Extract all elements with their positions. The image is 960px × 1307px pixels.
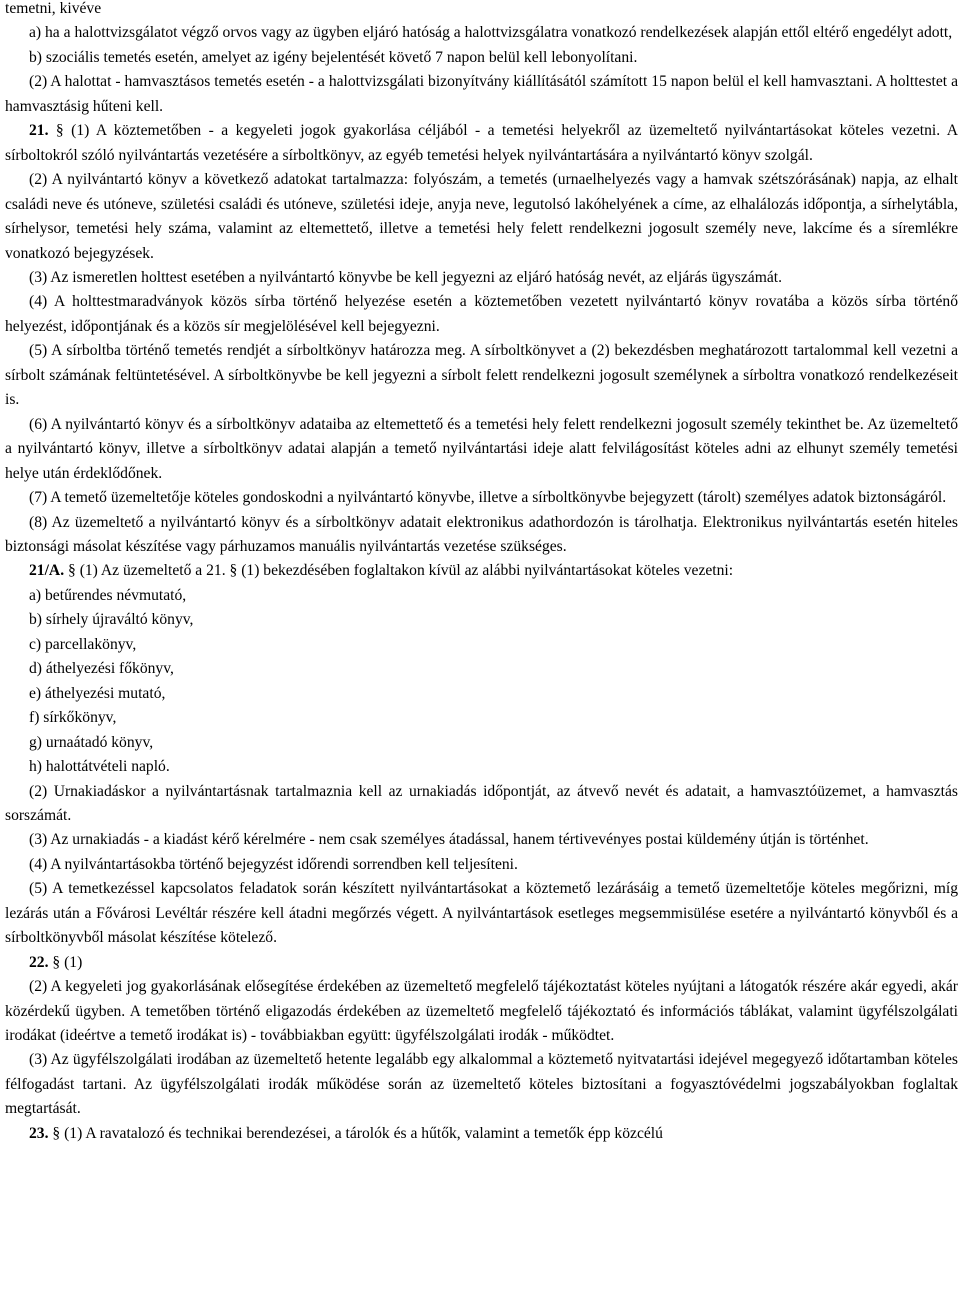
- section-paragraph: [5, 119, 958, 168]
- section-paragraph: [5, 559, 958, 583]
- paragraph-text: g) urnaátadó könyv,: [29, 733, 154, 751]
- paragraph-text: (2) A halottat - hamvasztásos temetés esetén - a halottvizsgálati bizonyítvány kiállításától számított 15 napon belül el kell hamvasztani. A holttestet a hamvasztásig hűteni kell.: [5, 73, 958, 115]
- paragraph-text: (2) A nyilvántartó könyv a következő adatokat tartalmazza: folyószám, a temetés (urnaelhelyezés vagy a hamvak szétszórásának) napja, az elhalt családi neve és utóneve, születési családi és utóneve, születési ideje, anyja neve, legutolsó lakóhelyének a címe, az elhalálozás időpontja, a sírhelytábla, sírhelysor, temetési hely száma, valamint az eltemettető, illetve a temetési hely felett rendelkezni jogosult személy neve, lakcíme és a síremlékre vonatkozó bejegyzések.: [5, 171, 958, 262]
- section-paragraph: [5, 951, 958, 975]
- paragraph-text: (8) Az üzemeltető a nyilvántartó könyv és a sírboltkönyv adatait elektronikus adathordozón is tárolhatja. Elektronikus nyilvántartás esetén hiteles biztonsági másolat készítése vagy párhuzamos manuális nyilvántartás vezetése szükséges.: [5, 513, 958, 555]
- paragraph: [5, 608, 958, 632]
- paragraph-text: f) sírkőkönyv,: [29, 709, 117, 727]
- paragraph-text: d) áthelyezési főkönyv,: [29, 660, 174, 678]
- paragraph: [5, 1048, 958, 1121]
- paragraph-text: § (1) Az üzemeltető a 21. § (1) bekezdésében foglaltakon kívül az alábbi nyilvántartásokat köteles vezetni:: [64, 562, 734, 580]
- paragraph: [5, 266, 958, 290]
- paragraph-text: (2) Urnakiadáskor a nyilvántartásnak tartalmaznia kell az urnakiadás időpontját, az átvevő nevét és adatait, a hamvasztóüzemet, a hamvasztás sorszámát.: [5, 782, 958, 824]
- paragraph: [5, 657, 958, 681]
- paragraph-text: b) szociális temetés esetén, amelyet az igény bejelentését követő 7 napon belül kell lebonyolítani.: [29, 48, 638, 66]
- section-paragraph: [5, 1122, 958, 1146]
- paragraph: [5, 486, 958, 510]
- paragraph-text: (2) A kegyeleti jog gyakorlásának elősegítése érdekében az üzemeltető megfelelő tájékoztatást köteles nyújtani a látogatók részére akár egyedi, akár közérdekű ügyben. A temetőben történő eligazodás érdekében az üzemeltető megfelelő tájékoztató és információs táblákat, valamint ügyfélszolgálati irodákat (ideértve a temető irodákat is) - továbbiakban együtt: ügyfélszolgálati irodák - működtet.: [5, 978, 958, 1045]
- paragraph-text: § (1) A köztemetőben - a kegyeleti jogok gyakorlása céljából - a temetési helyekről az üzemeltető nyilvántartásokat köteles vezetni. A sírboltokról szóló nyilvántartás vezetésére a sírboltkönyv, az egyéb temetési helyek nyilvántartására a nyilvántartó könyv szolgál.: [5, 122, 958, 164]
- paragraph: [5, 682, 958, 706]
- paragraph-text: (5) A temetkezéssel kapcsolatos feladatok során készített nyilvántartásokat a köztemető lezárásáig a temető üzemeltetője köteles megőrizni, míg lezárás után a Fővárosi Levéltár részére kell átadni megőrzés végett. A nyilvántartások esetleges megsemmisülése esetére a nyilvántartó könyvből és a sírboltkönyvből másolat készítése kötelező.: [5, 880, 958, 947]
- document-page: [5, 0, 958, 1146]
- paragraph-text: § (1) A ravatalozó és technikai berendezései, a tárolók és a hűtők, valamint a temetők épp közcélú: [48, 1124, 663, 1142]
- paragraph-text: (4) A nyilvántartásokba történő bejegyzést időrendi sorrendben kell teljesíteni.: [29, 855, 518, 873]
- paragraph: [5, 168, 958, 266]
- paragraph: [5, 780, 958, 829]
- paragraph: [5, 584, 958, 608]
- paragraph-text: a) ha a halottvizsgálatot végző orvos vagy az ügyben eljáró hatóság a halottvizsgálatra vonatkozó rendelkezések alapján ettől eltérő engedélyt adott,: [29, 24, 953, 42]
- paragraph: [5, 46, 958, 70]
- paragraph: [5, 828, 958, 852]
- paragraph: [5, 633, 958, 657]
- paragraph: [5, 877, 958, 950]
- section-number: 21.: [29, 122, 49, 140]
- paragraph-text: a) betűrendes névmutató,: [29, 586, 187, 604]
- paragraph-text: (7) A temető üzemeltetője köteles gondoskodni a nyilvántartó könyvbe, illetve a sírboltkönyvbe bejegyzett (tárolt) személyes adatok biztonságáról.: [29, 489, 947, 507]
- paragraph: [5, 706, 958, 730]
- paragraph-text: (3) Az ügyfélszolgálati irodában az üzemeltető hetente legalább egy alkalommal a köztemető nyitvatartási idejével megegyező időtartamban köteles félfogadást tartani. Az ügyfélszolgálati irodák működése során az üzemeltető köteles biztosítani a fogyasztóvédelmi jogszabályokban foglaltak megtartását.: [5, 1051, 958, 1118]
- paragraph: [5, 755, 958, 779]
- paragraph: [5, 975, 958, 1048]
- section-number: 21/A.: [29, 562, 65, 580]
- paragraph: [5, 290, 958, 339]
- paragraph: [5, 339, 958, 412]
- paragraph-text: (6) A nyilvántartó könyv és a sírboltkönyv adataiba az eltemettető és a temetési hely felett rendelkezni jogosult személy tekinthet be. Az üzemeltető a nyilvántartó könyv, illetve a sírboltkönyv adatai alapján a temető nyilvántartási ideje alatt felvilágosítást köteles adni az elhunyt személy temetési helye után érdeklődőnek.: [5, 415, 958, 482]
- paragraph-text: (5) A sírboltba történő temetés rendjét a sírboltkönyv határozza meg. A sírboltkönyvet a (2) bekezdésben meghatározott tartalommal kell vezetni a sírbolt számának feltüntetésével. A sírboltkönyvbe be kell jegyezni a sírbolt felett rendelkezni jogosult személynek a sírboltra vonatkozó rendelkezéseit is.: [5, 342, 958, 409]
- paragraph-text: h) halottátvételi napló.: [29, 758, 170, 776]
- paragraph: [5, 21, 958, 45]
- paragraph: [5, 70, 958, 119]
- paragraph: [5, 853, 958, 877]
- paragraph-text: temetni, kivéve: [5, 0, 102, 17]
- paragraph-text: c) parcellakönyv,: [29, 635, 137, 653]
- section-number: 23.: [29, 1124, 49, 1142]
- paragraph: [5, 731, 958, 755]
- paragraph-text: e) áthelyezési mutató,: [29, 684, 166, 702]
- section-number: 22.: [29, 953, 49, 971]
- paragraph: [5, 511, 958, 560]
- paragraph: [5, 413, 958, 486]
- paragraph-text: (3) Az urnakiadás - a kiadást kérő kérelmére - nem csak személyes átadással, hanem tértivevényes postai küldemény útján is történhet.: [29, 831, 869, 849]
- paragraph-text: (4) A holttestmaradványok közös sírba történő helyezése esetén a köztemetőben vezetett nyilvántartó könyv rovatába a közös sírba történő helyezést, időpontjának és a közös sír megjelölésével kell bejegyezni.: [5, 293, 958, 335]
- paragraph-text: § (1): [48, 953, 83, 971]
- paragraph-text: (3) Az ismeretlen holttest esetében a nyilvántartó könyvbe be kell jegyezni az eljáró hatóság nevét, az eljárás ügyszámát.: [29, 268, 782, 286]
- paragraph: [5, 0, 958, 21]
- paragraph-text: b) sírhely újraváltó könyv,: [29, 611, 194, 629]
